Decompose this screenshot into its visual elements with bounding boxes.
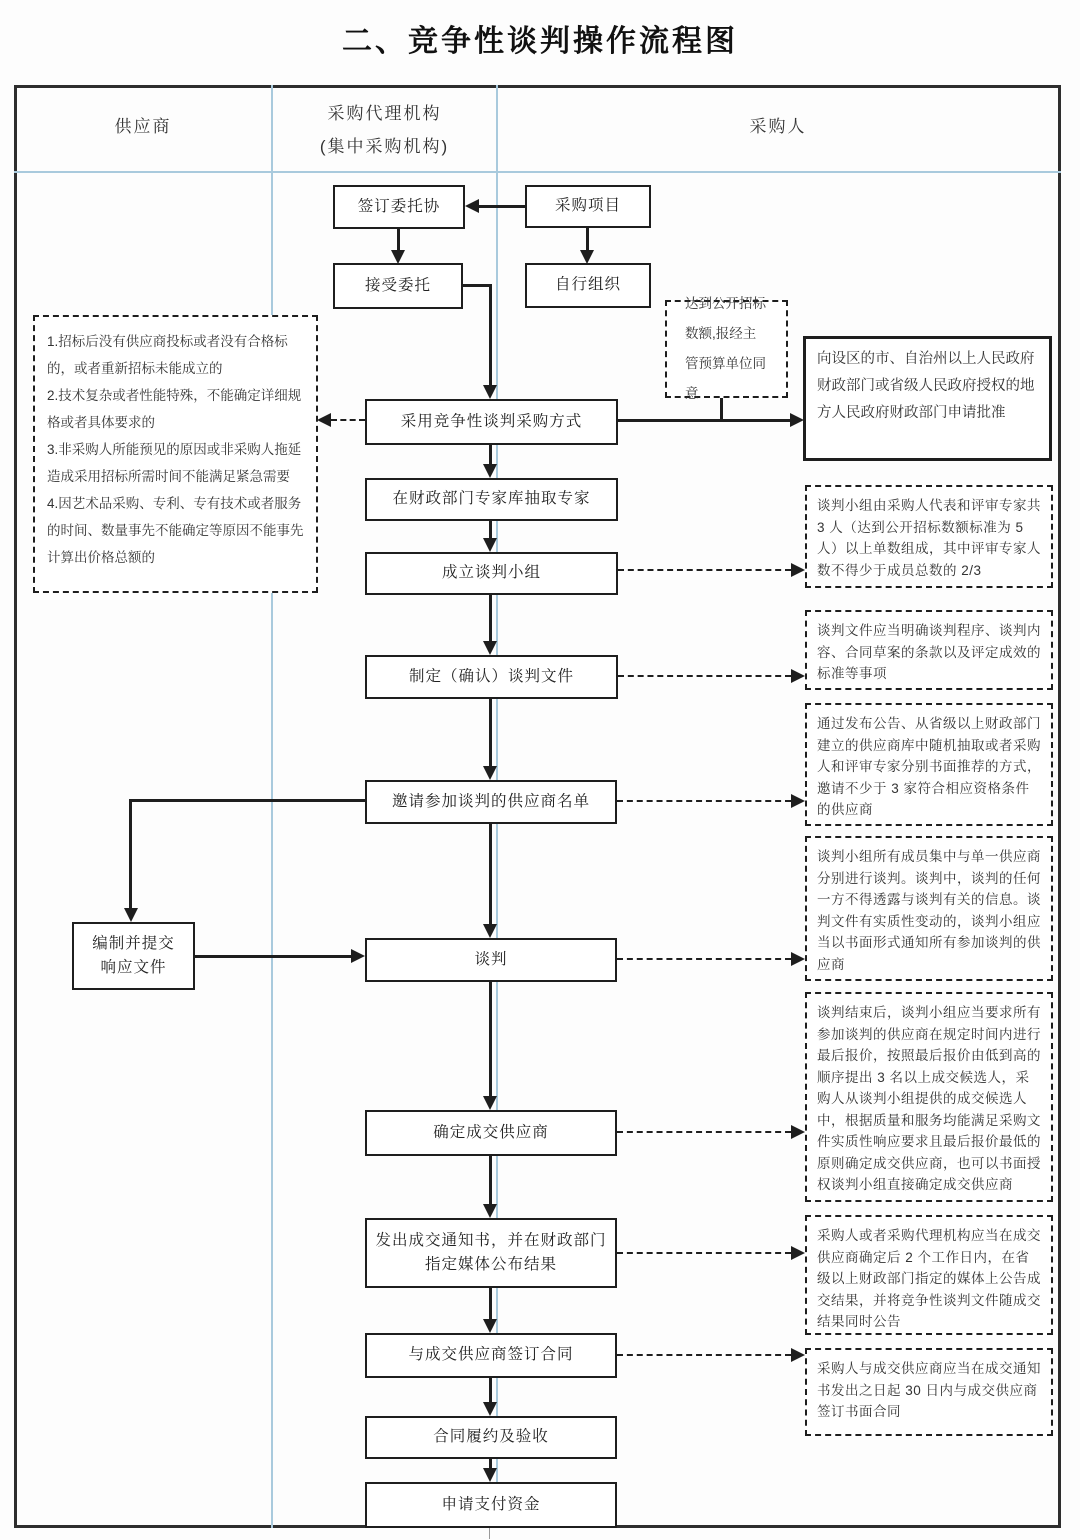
line-project-to-sign bbox=[478, 205, 525, 208]
arrow-right-icon bbox=[791, 1348, 805, 1362]
header-divider bbox=[14, 171, 1061, 173]
node-adopt-method: 采用竞争性谈判采购方式 bbox=[365, 399, 618, 445]
line-contract-to-perform bbox=[489, 1378, 492, 1403]
arrow-down-icon bbox=[483, 924, 497, 938]
dashed-determine-to-annotation bbox=[617, 1131, 791, 1133]
node-self-organize: 自行组织 bbox=[525, 263, 651, 308]
arrow-down-icon bbox=[483, 1319, 497, 1333]
arrow-down-icon bbox=[483, 385, 497, 399]
node-prepare-response: 编制并提交响应文件 bbox=[72, 922, 195, 990]
annotation-negotiation-rules: 谈判小组所有成员集中与单一供应商分别进行谈判。谈判中，谈判的任何一方不得透露与谈判有关的信息。谈判文件有实质性变动的，谈判小组应当以书面形式通知所有参加谈判的供应商 bbox=[805, 836, 1053, 981]
line-adopt-to-approval bbox=[618, 419, 791, 422]
annotation-final-quotation: 谈判结束后，谈判小组应当要求所有参加谈判的供应商在规定时间内进行最后报价，按照最后报价由低到高的顺序提出 3 名以上成交候选人，采购人从谈判小组提供的成交候选人中，根据质量和服务均能满足采购文件实质性响应要求且最后报价最低的原则确定成交供应商，也可以书面授权谈判小组直接确定成交供应商 bbox=[805, 992, 1053, 1202]
line-response-to-negotiation bbox=[195, 955, 352, 958]
arrow-left-icon bbox=[317, 413, 331, 427]
arrow-right-icon bbox=[351, 949, 365, 963]
arrow-down-icon bbox=[483, 1096, 497, 1110]
arrow-right-icon bbox=[791, 1246, 805, 1260]
arrow-down-icon bbox=[483, 641, 497, 655]
node-request-payment: 申请支付资金 bbox=[365, 1482, 617, 1528]
line-notice-to-contract bbox=[489, 1288, 492, 1320]
arrow-down-icon bbox=[124, 908, 138, 922]
line-threshold-stub bbox=[720, 398, 723, 421]
dashed-adopt-to-conditions bbox=[331, 419, 365, 421]
line-payment-stub bbox=[489, 1528, 490, 1539]
node-sign-agreement: 签订委托协 bbox=[333, 185, 465, 229]
line-invite-to-negotiation bbox=[489, 824, 492, 925]
line-adopt-to-experts bbox=[489, 445, 492, 465]
arrow-right-icon bbox=[791, 563, 805, 577]
line-accept-elbow-h bbox=[463, 284, 492, 287]
line-project-to-selforganize bbox=[586, 228, 589, 250]
note-negotiation-conditions bbox=[33, 315, 318, 593]
lane-divider-1 bbox=[271, 85, 273, 1528]
arrow-down-icon bbox=[483, 538, 497, 552]
line-determine-to-notice bbox=[489, 1156, 492, 1205]
arrow-right-icon bbox=[791, 794, 805, 808]
arrow-down-icon bbox=[483, 766, 497, 780]
dashed-invite-to-annotation bbox=[617, 800, 791, 802]
node-perform-accept: 合同履约及验收 bbox=[365, 1416, 617, 1459]
annotation-team-composition: 谈判小组由采购人代表和评审专家共 3 人（达到公开招标数额标准为 5 人）以上单数组成，其中评审专家人数不得少于成员总数的 2/3 bbox=[805, 485, 1053, 588]
node-form-team: 成立谈判小组 bbox=[365, 552, 618, 595]
arrow-down-icon bbox=[580, 250, 594, 264]
condition-item: 4.因艺术品采购、专利、专有技术或者服务的时间、数量事先不能确定等原因不能事先计算出价格总额的 bbox=[47, 496, 304, 565]
line-team-to-documents bbox=[489, 595, 492, 642]
line-documents-to-invite bbox=[489, 699, 492, 767]
node-negotiation: 谈判 bbox=[365, 938, 617, 982]
dashed-team-to-annotation bbox=[618, 569, 791, 571]
dashed-contract-to-annotation bbox=[617, 1354, 791, 1356]
node-accept-entrustment: 接受委托 bbox=[333, 263, 463, 309]
lane-header-purchaser: 采购人 bbox=[749, 117, 807, 136]
node-prepare-documents: 制定（确认）谈判文件 bbox=[365, 655, 618, 699]
note-approval-authority: 向设区的市、自治州以上人民政府财政部门或省级人民政府授权的地方人民政府财政部门申请批准 bbox=[803, 336, 1052, 461]
condition-item: 1.招标后没有供应商投标或者没有合格标的，或者重新招标未能成立的 bbox=[47, 334, 288, 376]
node-sign-contract: 与成交供应商签订合同 bbox=[365, 1333, 617, 1378]
dashed-negotiation-to-annotation bbox=[617, 958, 791, 960]
lane-header-supplier: 供应商 bbox=[114, 117, 172, 136]
page-title: 二、竞争性谈判操作流程图 bbox=[342, 25, 738, 58]
annotation-supplier-invitation: 通过发布公告、从省级以上财政部门建立的供应商库中随机抽取或者采购人和评审专家分别书面推荐的方式，邀请不少于 3 家符合相应资格条件的供应商 bbox=[805, 703, 1053, 826]
arrow-right-icon bbox=[791, 1125, 805, 1139]
line-sign-to-accept bbox=[397, 229, 400, 251]
lane-header-agency-line2: (集中采购机构) bbox=[319, 137, 450, 156]
node-invite-suppliers: 邀请参加谈判的供应商名单 bbox=[365, 780, 617, 824]
line-invite-to-response-h bbox=[129, 799, 365, 802]
dashed-notice-to-annotation bbox=[617, 1252, 791, 1254]
node-issue-notice: 发出成交通知书，并在财政部门指定媒体公布结果 bbox=[365, 1218, 617, 1288]
node-determine-supplier: 确定成交供应商 bbox=[365, 1110, 617, 1156]
line-experts-to-team bbox=[489, 521, 492, 539]
annotation-contract-deadline: 采购人与成交供应商应当在成交通知书发出之日起 30 日内与成交供应商签订书面合同 bbox=[805, 1348, 1053, 1436]
line-accept-elbow-v bbox=[489, 284, 492, 386]
lane-header-agency-line1: 采购代理机构 bbox=[327, 104, 442, 123]
node-draw-experts: 在财政部门专家库抽取专家 bbox=[365, 478, 618, 521]
node-procurement-project: 采购项目 bbox=[525, 185, 651, 228]
line-invite-to-response-v bbox=[129, 799, 132, 909]
annotation-document-content: 谈判文件应当明确谈判程序、谈判内容、合同草案的条款以及评定成效的标准等事项 bbox=[805, 610, 1053, 690]
dashed-documents-to-annotation bbox=[618, 675, 791, 677]
arrow-down-icon bbox=[391, 250, 405, 264]
arrow-left-icon bbox=[465, 199, 479, 213]
note-over-threshold: 达到公开招标数额,报经主管预算单位同意 bbox=[665, 300, 788, 398]
condition-item: 2.技术复杂或者性能特殊，不能确定详细规格或者具体要求的 bbox=[47, 388, 302, 430]
arrow-right-icon bbox=[790, 413, 804, 427]
arrow-down-icon bbox=[483, 1402, 497, 1416]
arrow-down-icon bbox=[483, 464, 497, 478]
condition-item: 3.非采购人所能预见的原因或非采购人拖延造成采用招标所需时间不能满足紧急需要 bbox=[47, 442, 302, 484]
annotation-result-announcement: 采购人或者采购代理机构应当在成交供应商确定后 2 个工作日内，在省级以上财政部门指定的媒体上公告成交结果，并将竞争性谈判文件随成交结果同时公告 bbox=[805, 1215, 1053, 1335]
arrow-down-icon bbox=[483, 1468, 497, 1482]
arrow-right-icon bbox=[791, 669, 805, 683]
arrow-down-icon bbox=[483, 1204, 497, 1218]
arrow-right-icon bbox=[791, 952, 805, 966]
line-negotiation-to-determine bbox=[489, 982, 492, 1097]
